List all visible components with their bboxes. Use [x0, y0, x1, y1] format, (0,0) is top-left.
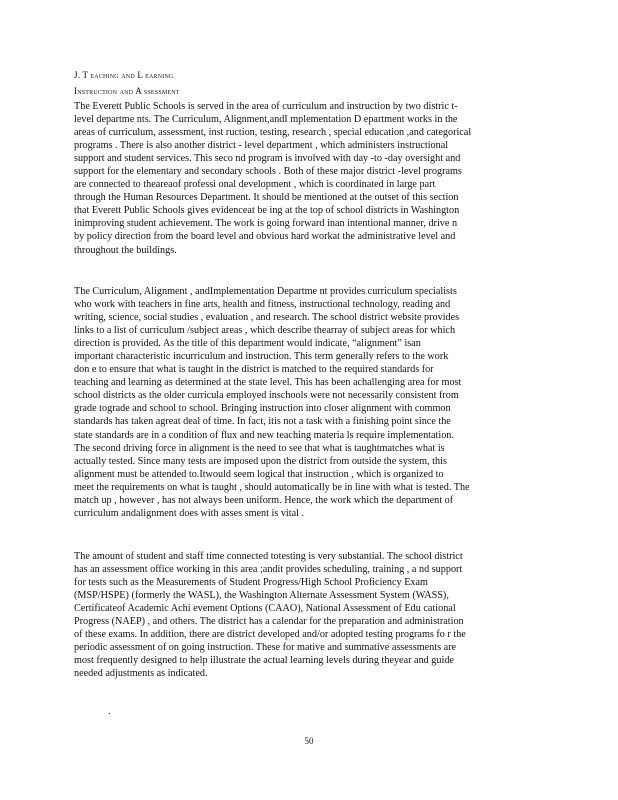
paragraph-line: The amount of student and staff time connected totesting is very substantial. The school district	[74, 551, 463, 562]
paragraph-line: by policy direction from the board level and obvious hard workat the administrative level and	[74, 231, 456, 243]
paragraph-line: throughout the buildings.	[74, 244, 177, 256]
paragraph-line: alignment must be attended to.Itwould seem logical that instruction , which is organized to	[74, 468, 444, 480]
paragraph-line: links to a list of curriculum /subject areas , which describe thearray of subject areas for which	[74, 325, 456, 337]
paragraph-line: inimproving student achievement. The work is going forward inan intentional manner, drive n	[74, 218, 458, 230]
paragraph-3	[74, 550, 523, 680]
paragraph-line: actually tested. Since many tests are imposed upon the district from outside the system, this	[74, 455, 447, 467]
paragraph-line: of these exams. In addition, there are district developed and/or adopted testing programs fo r the	[74, 629, 466, 641]
paragraph-line: periodic assessment of on going instruction. These for mative and summative assessments are	[74, 642, 457, 654]
paragraph-line: writing, science, social studies , evaluation , and research. The school district website provides	[74, 312, 460, 324]
paragraph-line: Certificateof Academic Achi evement Options (CAAO), National Assessment of Edu cational	[74, 603, 456, 615]
paragraph-line: standards has taken agreat deal of time. In fact, itis not a task with a finishing point since the	[74, 416, 451, 428]
paragraph-line: level departme nts. The Curriculum, Alignment,andI mplementation D epartment works in the	[74, 114, 458, 126]
paragraph-line: meet the requirements on what is taught , should automatically be in line with what is tested. The	[74, 481, 470, 493]
paragraph-line: Progress (NAEP) , and others. The district has a calendar for the preparation and administration	[74, 616, 464, 628]
paragraph-line: most frequently designed to help illustrate the actual learning levels during theyear and guide	[74, 655, 454, 667]
paragraph-line: for tests such as the Measurements of Student Progress/High School Proficiency Exam	[74, 577, 428, 589]
paragraph-line: direction is provided. As the title of this department would indicate, “alignment” isan	[74, 338, 421, 350]
section-subheading: Instruction and A ssessment	[74, 86, 180, 96]
paragraph-line: don e to ensure that what is taught in the district is matched to the required standards for	[74, 364, 434, 376]
paragraph-line: are connected to theareaof professi onal development , which is coordinated in large part	[74, 179, 436, 191]
paragraph-line: who work with teachers in fine arts, health and fitness, instructional technology, reading and	[74, 299, 451, 311]
paragraph-line: support for the elementary and secondary schools . Both of these major district -level programs	[74, 166, 462, 178]
paragraph-line: has an assessment office working in this area ;andit provides scheduling, training , a nd support	[74, 564, 463, 576]
paragraph-line: that Everett Public Schools gives evidenceat be ing at the top of school districts in Washington	[74, 205, 460, 217]
paragraph-line: match up , however , has not always been uniform. Hence, the work which the department of	[74, 494, 454, 506]
paragraph-line: areas of curriculum, assessment, inst ruction, testing, research , special education ,and categorical	[74, 127, 472, 139]
paragraph-line: The Everett Public Schools is served in the area of curriculum and instruction by two distric t-	[74, 101, 458, 112]
paragraph-line: through the Human Resources Department. It should be mentioned at the outset of this section	[74, 192, 459, 204]
paragraph-line: important characteristic incurriculum and instruction. This term generally refers to the work	[74, 351, 449, 363]
paragraph-line: (MSP/HSPE) (formerly the WASL), the Washington Alternate Assessment System (WASS),	[74, 590, 449, 602]
paragraph-line: grade tograde and school to school. Bringing instruction into closer alignment with common	[74, 403, 451, 415]
paragraph-line: teaching and learning as determined at the state level. This has been achallenging area for most	[74, 377, 462, 389]
paragraph-line: needed adjustments as indicated.	[74, 668, 208, 680]
section-heading: J. T eaching and L earning	[74, 70, 174, 80]
paragraph-line: curriculum andalignment does with asses sment is vital .	[74, 507, 305, 519]
paragraph-line: programs . There is also another district - level department , which administers instructional	[74, 140, 449, 152]
paragraph-line: state standards are in a condition of flux and new teaching materia ls require implementation.	[74, 429, 454, 441]
paragraph-line: school districts as the older curricula employed inschools were not necessarily consistent from	[74, 390, 459, 402]
paragraph-1	[74, 100, 523, 257]
page-number: 50	[304, 736, 314, 746]
paragraph-line: The Curriculum, Alignment , andImplementation Departme nt provides curriculum specialists	[74, 286, 457, 297]
paragraph-line: The second driving force in alignment is the need to see that what is taughtmatches what is	[74, 442, 445, 454]
stray-mark: .	[108, 706, 111, 717]
paragraph-2	[74, 285, 523, 520]
paragraph-line: support and student services. This seco nd program is involved with day -to -day oversight and	[74, 153, 461, 165]
